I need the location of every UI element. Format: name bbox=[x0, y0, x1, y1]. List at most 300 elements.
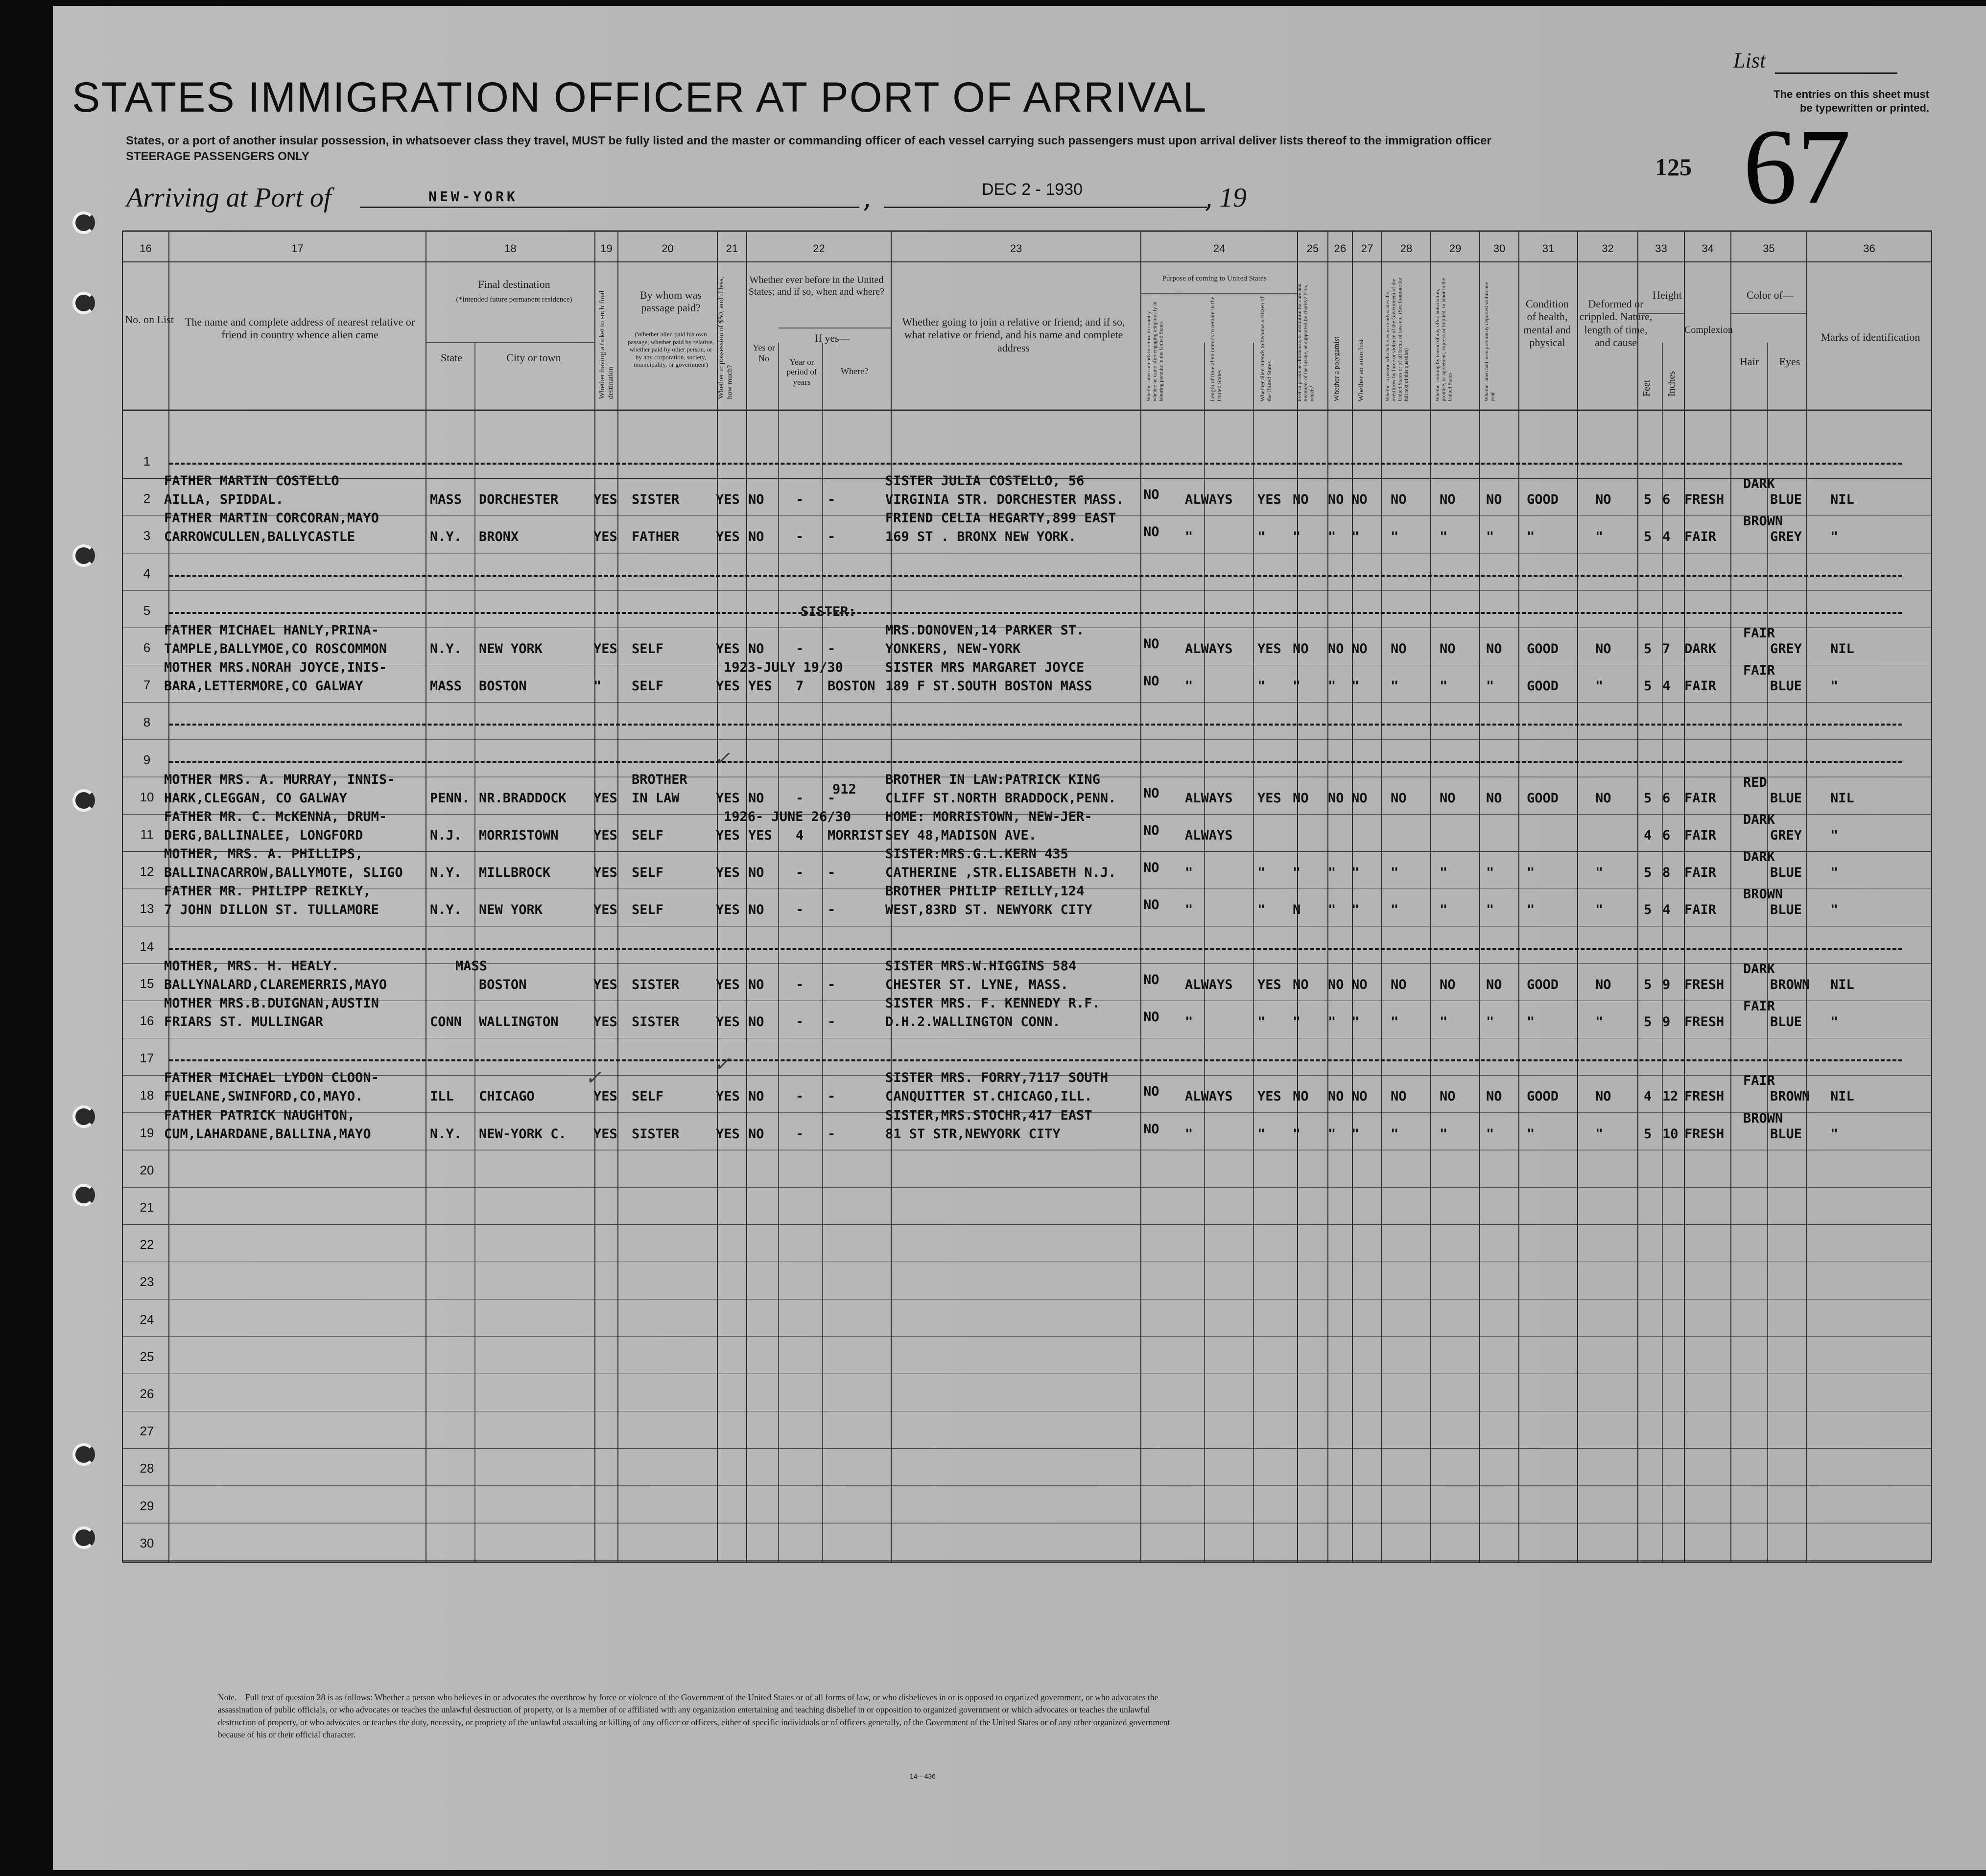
polygamist: NO bbox=[1328, 790, 1344, 806]
ticket-value: " bbox=[593, 679, 602, 694]
header-prison-almshouse: Ever in prison or almshouse, or institution for care and treatment of the insane, or supported by charity? If so, which? bbox=[1297, 283, 1315, 401]
offer-to-labor: NO bbox=[1440, 1089, 1456, 1104]
header-purpose: Purpose of coming to United States bbox=[1162, 275, 1267, 282]
hair-color: FAIR bbox=[1743, 999, 1775, 1014]
height-feet: 5 bbox=[1644, 529, 1652, 545]
typewritten-note-1: The entries on this sheet must bbox=[1773, 88, 1929, 100]
height-inches: 9 bbox=[1662, 977, 1671, 992]
header-marks: Marks of identification bbox=[1820, 331, 1920, 343]
period-of-years: 7 bbox=[796, 679, 804, 694]
row-number: 11 bbox=[140, 827, 154, 842]
relative-name-line: FATHER MICHAEL HANLY,PRINA- bbox=[164, 623, 379, 638]
health-condition: GOOD bbox=[1527, 641, 1559, 657]
previous-location: BOSTON bbox=[828, 679, 875, 694]
row-number: 4 bbox=[143, 565, 151, 581]
overthrow: " bbox=[1391, 902, 1399, 918]
identification-marks: NIL bbox=[1830, 492, 1854, 508]
row-number: 16 bbox=[140, 1013, 154, 1028]
hair-color: FAIR bbox=[1743, 1073, 1775, 1089]
ticket-value: YES bbox=[593, 902, 617, 918]
row-number: 15 bbox=[140, 976, 154, 991]
before-in-us: NO bbox=[748, 529, 764, 545]
polygamist: " bbox=[1328, 1014, 1336, 1030]
column-number: 30 bbox=[1493, 242, 1506, 255]
fifty-dollars-value: YES bbox=[716, 1014, 740, 1030]
relative-name-line: MOTHER MRS.B.DUIGNAN,AUSTIN bbox=[164, 996, 379, 1011]
eye-color: BLUE bbox=[1770, 492, 1802, 508]
become-citizen: YES bbox=[1257, 790, 1281, 806]
return-intent: NO bbox=[1143, 1009, 1159, 1025]
overthrow: " bbox=[1391, 529, 1399, 545]
destination-city: MORRISTOWN bbox=[479, 828, 559, 843]
joining-relative-address: SEY 48,MADISON AVE. bbox=[885, 828, 1037, 843]
state-above: MASS bbox=[455, 958, 488, 974]
relative-address-line: BARA,LETTERMORE,CO GALWAY bbox=[164, 679, 363, 694]
header-length-of-stay: Length of time alien intends to remain in the United States bbox=[1209, 297, 1223, 401]
relative-name-line: FATHER MARTIN CORCORAN,MAYO bbox=[164, 511, 379, 526]
row-number: 9 bbox=[143, 752, 151, 767]
height-inches: 4 bbox=[1662, 679, 1671, 694]
column-number: 32 bbox=[1602, 242, 1614, 255]
footnote-question-28: Note.—Full text of question 28 is as follows: Whether a person who believes in or advocates the overthrow by force or violence of the Government of the United States or of all forms of law, or who disbelieves in or is opposed to organized government, or who advocates the assassination of public officials, or who advocates or teaches the unlawful destruction of property, or is a member of or affiliated with any organization entertaining and teaching disbelief in or opposition to organized government or which advocates or teaches the unlawful destruction of property, or who advocates or teaches the duty, necessity, or propriety of the unlawful assaulting or killing of any officer or officers, either of specific individuals or of officers generally, of the Government of the United States or of any other organized government because of his or their official character. bbox=[218, 1692, 1170, 1740]
passage-paid-by: SISTER bbox=[632, 492, 680, 508]
punch-hole bbox=[72, 789, 95, 812]
relative-name-line: MOTHER, MRS. H. HEALY. bbox=[164, 958, 339, 974]
instructions-line: States, or a port of another insular possession, in whatsoever class they travel, MUST be fully listed and the master or commanding officer of each vessel carrying such passengers must upon arrival deliver lists thereof to the immigration officer bbox=[126, 134, 1491, 147]
blank-row-dash bbox=[169, 612, 1902, 614]
row-number: 3 bbox=[143, 528, 151, 543]
identification-marks: " bbox=[1830, 902, 1839, 918]
punch-hole bbox=[72, 1184, 95, 1206]
deformed: " bbox=[1595, 1014, 1604, 1030]
overthrow: NO bbox=[1391, 1089, 1407, 1104]
prison-almshouse: NO bbox=[1293, 790, 1309, 806]
header-health: Condition of health, mental and physical bbox=[1523, 298, 1571, 349]
fifty-dollars-value: YES bbox=[716, 865, 740, 881]
deported: " bbox=[1486, 865, 1494, 881]
become-citizen: " bbox=[1257, 1126, 1266, 1142]
header-before-in-us: Whether ever before in the United States; and if so, when and where? bbox=[748, 275, 885, 297]
join-prefix: SISTER: bbox=[801, 604, 856, 619]
height-inches: 6 bbox=[1662, 492, 1671, 508]
destination-city: NEW-YORK C. bbox=[479, 1126, 567, 1142]
prison-almshouse: " bbox=[1293, 1126, 1301, 1142]
previous-location: - bbox=[828, 529, 836, 545]
blank-row-dash bbox=[169, 761, 1902, 763]
become-citizen: " bbox=[1257, 529, 1266, 545]
column-number: 33 bbox=[1655, 242, 1667, 255]
health-condition: GOOD bbox=[1527, 679, 1559, 694]
sheet-number: 125 bbox=[1655, 153, 1692, 181]
joining-relative-line: SISTER MRS.W.HIGGINS 584 bbox=[885, 958, 1077, 974]
before-in-us: NO bbox=[748, 492, 764, 508]
deported: NO bbox=[1486, 492, 1502, 508]
destination-state: ILL bbox=[430, 1089, 454, 1104]
relative-address-line: AILLA, SPIDDAL. bbox=[164, 492, 284, 508]
relative-name-line: FATHER MARTIN COSTELLO bbox=[164, 473, 339, 489]
height-feet: 5 bbox=[1644, 492, 1652, 508]
identification-marks: NIL bbox=[1830, 1089, 1854, 1104]
height-inches: 9 bbox=[1662, 1014, 1671, 1030]
relative-name-line: MOTHER MRS.NORAH JOYCE,INIS- bbox=[164, 660, 387, 676]
prison-almshouse: N bbox=[1293, 902, 1301, 918]
hair-color: FAIR bbox=[1743, 626, 1775, 641]
eye-color: BLUE bbox=[1770, 902, 1802, 918]
destination-state: CONN bbox=[430, 1014, 462, 1030]
joining-relative-address: CANQUITTER ST.CHICAGO,ILL. bbox=[885, 1089, 1092, 1104]
height-inches: 6 bbox=[1662, 790, 1671, 806]
comma-1: , bbox=[863, 182, 872, 214]
become-citizen: " bbox=[1257, 902, 1266, 918]
passage-paid-by: SISTER bbox=[632, 1014, 680, 1030]
offer-to-labor: NO bbox=[1440, 492, 1456, 508]
identification-marks: NIL bbox=[1830, 977, 1854, 992]
ticket-value: YES bbox=[593, 492, 617, 508]
height-feet: 5 bbox=[1644, 902, 1652, 918]
hair-color: BROWN bbox=[1743, 514, 1783, 529]
height-inches: 6 bbox=[1662, 828, 1671, 843]
destination-city: WALLINGTON bbox=[479, 1014, 559, 1030]
passage-paid-by: FATHER bbox=[632, 529, 680, 545]
deported: " bbox=[1486, 1126, 1494, 1142]
row-number: 5 bbox=[143, 603, 151, 618]
eye-color: BLUE bbox=[1770, 679, 1802, 694]
destination-state: N.J. bbox=[430, 828, 462, 843]
polygamist: NO bbox=[1328, 492, 1344, 508]
row-number: 29 bbox=[140, 1498, 154, 1513]
header-hair: Hair bbox=[1739, 355, 1759, 368]
before-in-us: NO bbox=[748, 641, 764, 657]
destination-state: N.Y. bbox=[430, 865, 462, 881]
anarchist: NO bbox=[1351, 492, 1368, 508]
header-nearest-relative: The name and complete address of nearest relative or friend in country whence alien came bbox=[185, 316, 415, 341]
offer-to-labor: " bbox=[1440, 529, 1448, 545]
deformed: NO bbox=[1595, 977, 1611, 992]
polygamist: NO bbox=[1328, 1089, 1344, 1104]
row-number: 28 bbox=[140, 1461, 154, 1476]
ticket-value: YES bbox=[593, 1014, 617, 1030]
overthrow: NO bbox=[1391, 977, 1407, 992]
health-condition: GOOD bbox=[1527, 492, 1559, 508]
destination-city: NR.BRADDOCK bbox=[479, 790, 567, 806]
arriving-label: Arriving at Port of bbox=[126, 183, 331, 213]
steerage-line: STEERAGE PASSENGERS ONLY bbox=[126, 150, 309, 163]
complexion: FAIR bbox=[1684, 529, 1717, 545]
period-of-years: - bbox=[796, 641, 804, 657]
identification-marks: " bbox=[1830, 529, 1839, 545]
row-number: 27 bbox=[140, 1424, 154, 1439]
health-condition: " bbox=[1527, 902, 1535, 918]
height-feet: 4 bbox=[1644, 1089, 1652, 1104]
ticket-value: YES bbox=[593, 529, 617, 545]
row-number: 23 bbox=[140, 1274, 154, 1290]
period-of-years: 4 bbox=[796, 828, 804, 843]
passage-paid-by: SELF bbox=[632, 641, 664, 657]
identification-marks: " bbox=[1830, 1126, 1839, 1142]
deformed: NO bbox=[1595, 641, 1611, 657]
previous-location: - bbox=[828, 492, 836, 508]
previous-location: - bbox=[828, 790, 836, 806]
destination-city: BRONX bbox=[479, 529, 519, 545]
period-of-years: - bbox=[796, 902, 804, 918]
height-inches: 12 bbox=[1662, 1089, 1679, 1104]
header-complexion: Complexion bbox=[1684, 325, 1733, 335]
height-feet: 5 bbox=[1644, 790, 1652, 806]
passage-paid-by: SISTER bbox=[632, 1126, 680, 1142]
row-number: 21 bbox=[140, 1200, 154, 1215]
overthrow: NO bbox=[1391, 790, 1407, 806]
deported: NO bbox=[1486, 1089, 1502, 1104]
destination-state: N.Y. bbox=[430, 529, 462, 545]
identification-marks: NIL bbox=[1830, 790, 1854, 806]
relative-name-line: FATHER MICHAEL LYDON CLOON- bbox=[164, 1070, 379, 1086]
overthrow: " bbox=[1391, 1014, 1399, 1030]
before-in-us: NO bbox=[748, 1126, 764, 1142]
before-in-us: NO bbox=[748, 977, 764, 992]
deformed: NO bbox=[1595, 1089, 1611, 1104]
row-number: 18 bbox=[140, 1088, 154, 1103]
return-intent: NO bbox=[1143, 487, 1159, 503]
row-number: 24 bbox=[140, 1312, 154, 1327]
port-value: NEW-YORK bbox=[428, 188, 518, 205]
period-of-years: - bbox=[796, 1014, 804, 1030]
relative-name-line: FATHER MR. C. McKENNA, DRUM- bbox=[164, 809, 387, 824]
destination-state: MASS bbox=[430, 679, 462, 694]
joining-relative-address: CATHERINE ,STR.ELISABETH N.J. bbox=[885, 865, 1116, 881]
column-number: 22 bbox=[813, 242, 825, 255]
health-condition: GOOD bbox=[1527, 1089, 1559, 1104]
punch-hole bbox=[72, 1105, 95, 1128]
punch-hole bbox=[72, 1526, 95, 1549]
hair-color: DARK bbox=[1743, 476, 1775, 492]
complexion: FAIR bbox=[1684, 828, 1717, 843]
length-of-stay: " bbox=[1185, 679, 1193, 694]
anarchist: " bbox=[1351, 865, 1360, 881]
column-number: 18 bbox=[504, 242, 517, 255]
typewritten-note-2: be typewritten or printed. bbox=[1799, 102, 1929, 114]
joining-relative-address: VIRGINIA STR. DORCHESTER MASS. bbox=[885, 492, 1124, 508]
length-of-stay: " bbox=[1185, 1014, 1193, 1030]
punch-hole bbox=[72, 211, 95, 234]
eye-color: GREY bbox=[1770, 828, 1802, 843]
column-number: 27 bbox=[1361, 242, 1373, 255]
become-citizen: YES bbox=[1257, 641, 1281, 657]
header-yes-no: Yes or No bbox=[753, 343, 775, 363]
eye-color: BROWN bbox=[1770, 977, 1810, 992]
destination-city: BOSTON bbox=[479, 977, 527, 992]
fifty-dollars-value: YES bbox=[716, 828, 740, 843]
header-passage-paid-note: (Whether alien paid his own passage, whether paid by relative, whether paid by other person, or by any corporation, society, municipality, or government) bbox=[627, 330, 714, 369]
identification-marks: NIL bbox=[1830, 641, 1854, 657]
destination-city: DORCHESTER bbox=[479, 492, 559, 508]
period-of-years: - bbox=[796, 1089, 804, 1104]
row-number: 13 bbox=[140, 901, 154, 916]
return-intent: NO bbox=[1143, 897, 1159, 913]
passage-paid-by: SELF bbox=[632, 902, 664, 918]
previous-location: - bbox=[828, 1089, 836, 1104]
hair-color: DARK bbox=[1743, 961, 1775, 977]
length-of-stay: ALWAYS bbox=[1185, 641, 1233, 657]
before-in-us: NO bbox=[748, 865, 764, 881]
column-number: 36 bbox=[1863, 242, 1875, 255]
relative-address-line: 7 JOHN DILLON ST. TULLAMORE bbox=[164, 902, 379, 918]
height-feet: 4 bbox=[1644, 828, 1652, 843]
become-citizen: YES bbox=[1257, 1089, 1281, 1104]
joining-relative-address: 169 ST . BRONX NEW YORK. bbox=[885, 529, 1077, 545]
relative-address-line: CARROWCULLEN,BALLYCASTLE bbox=[164, 529, 355, 545]
punch-hole bbox=[72, 1443, 95, 1466]
health-condition: " bbox=[1527, 1126, 1535, 1142]
joining-relative-line: HOME: MORRISTOWN, NEW-JER- bbox=[885, 809, 1092, 824]
ticket-value: YES bbox=[593, 977, 617, 992]
row-number: 10 bbox=[140, 789, 154, 804]
previous-location: MORRIST. bbox=[828, 828, 892, 843]
join-number: 912 bbox=[832, 781, 856, 797]
joining-relative-address: YONKERS, NEW-YORK bbox=[885, 641, 1021, 657]
eye-color: BLUE bbox=[1770, 1014, 1802, 1030]
passage-paid-by: SELF bbox=[632, 865, 664, 881]
relative-name-line: MOTHER MRS. A. MURRAY, INNIS- bbox=[164, 772, 395, 787]
joining-relative-line: FRIEND CELIA HEGARTY,899 EAST bbox=[885, 511, 1116, 526]
column-number: 35 bbox=[1763, 242, 1775, 255]
form-code: 14—436 bbox=[910, 1772, 936, 1780]
destination-city: NEW YORK bbox=[479, 641, 543, 657]
hair-color: BROWN bbox=[1743, 1110, 1783, 1126]
header-color-of: Color of— bbox=[1747, 289, 1794, 301]
anarchist: NO bbox=[1351, 1089, 1368, 1104]
become-citizen: YES bbox=[1257, 492, 1281, 508]
return-intent: NO bbox=[1143, 972, 1159, 987]
passage-paid-by: SELF bbox=[632, 1089, 664, 1104]
column-number: 26 bbox=[1334, 242, 1347, 255]
prison-almshouse: " bbox=[1293, 1014, 1301, 1030]
header-height: Height bbox=[1653, 289, 1682, 301]
previous-visit-dates: 1923-JULY 19/30 bbox=[724, 660, 843, 676]
row-number: 25 bbox=[140, 1349, 154, 1364]
height-feet: 5 bbox=[1644, 865, 1652, 881]
destination-city: MILLBROCK bbox=[479, 865, 551, 881]
prison-almshouse: " bbox=[1293, 865, 1301, 881]
previous-location: - bbox=[828, 1014, 836, 1030]
period-of-years: - bbox=[796, 977, 804, 992]
passage-paid-by: SISTER bbox=[632, 977, 680, 992]
relative-address-line: FUELANE,SWINFORD,CO,MAYO. bbox=[164, 1089, 363, 1104]
joining-relative-line: SISTER MRS. FORRY,7117 SOUTH bbox=[885, 1070, 1109, 1086]
header-deported: Whether alien had been previously deported within one year bbox=[1484, 281, 1496, 401]
hair-color: RED bbox=[1743, 774, 1767, 790]
previous-location: - bbox=[828, 977, 836, 992]
joining-relative-line: SISTER MRS MARGARET JOYCE bbox=[885, 660, 1085, 676]
fifty-dollars-value: YES bbox=[716, 492, 740, 508]
comma-2: , bbox=[1205, 182, 1213, 214]
passage-paid-by: BROTHER bbox=[632, 772, 687, 787]
relative-address-line: DERG,BALLINALEE, LONGFORD bbox=[164, 828, 363, 843]
length-of-stay: ALWAYS bbox=[1185, 1089, 1233, 1104]
period-of-years: - bbox=[796, 790, 804, 806]
header-joining-relative: Whether going to join a relative or friend; and if so, what relative or friend, and his name and complete address bbox=[902, 316, 1125, 354]
relative-address-line: CUM,LAHARDANE,BALLINA,MAYO bbox=[164, 1126, 371, 1142]
offer-to-labor: " bbox=[1440, 902, 1448, 918]
column-number: 28 bbox=[1400, 242, 1413, 255]
header-final-destination: Final destination bbox=[478, 278, 550, 290]
polygamist: " bbox=[1328, 1126, 1336, 1142]
before-in-us: NO bbox=[748, 1014, 764, 1030]
period-of-years: - bbox=[796, 865, 804, 881]
row-number: 17 bbox=[140, 1051, 154, 1066]
length-of-stay: " bbox=[1185, 865, 1193, 881]
header-feet: Feet bbox=[1641, 379, 1652, 397]
height-inches: 7 bbox=[1662, 641, 1671, 657]
complexion: FAIR bbox=[1684, 790, 1717, 806]
destination-state: N.Y. bbox=[430, 1126, 462, 1142]
polygamist: " bbox=[1328, 902, 1336, 918]
return-intent: NO bbox=[1143, 785, 1159, 801]
deported: " bbox=[1486, 529, 1494, 545]
joining-relative-address: 81 ST STR,NEWYORK CITY bbox=[885, 1126, 1061, 1142]
header-overthrow: Whether a person who believes in or advocates the overthrow by force or violence of the Government of the United States or of all forms of law, etc. (See footnote for full text of this question) bbox=[1385, 277, 1409, 401]
return-intent: NO bbox=[1143, 524, 1159, 540]
become-citizen: YES bbox=[1257, 977, 1281, 992]
hair-color: DARK bbox=[1743, 849, 1775, 865]
column-number: 34 bbox=[1702, 242, 1714, 255]
become-citizen: " bbox=[1257, 1014, 1266, 1030]
overthrow: " bbox=[1391, 865, 1399, 881]
passage-paid-by: SELF bbox=[632, 828, 664, 843]
eye-color: GREY bbox=[1770, 529, 1802, 545]
polygamist: NO bbox=[1328, 641, 1344, 657]
joining-relative-line: SISTER JULIA COSTELLO, 56 bbox=[885, 473, 1085, 489]
prison-almshouse: " bbox=[1293, 679, 1301, 694]
header-eyes: Eyes bbox=[1779, 355, 1800, 368]
row-number: 7 bbox=[143, 678, 151, 693]
blank-row-dash bbox=[169, 575, 1902, 577]
destination-city: NEW YORK bbox=[479, 902, 543, 918]
header-return-intent: Whether alien intends to return to country whence he came after engaging temporarily in laboring pursuits in the United States bbox=[1146, 301, 1164, 401]
return-intent: NO bbox=[1143, 860, 1159, 876]
column-number: 17 bbox=[291, 242, 304, 255]
ticket-value: YES bbox=[593, 1089, 617, 1104]
header-no-on-list: No. on List bbox=[125, 313, 174, 326]
polygamist: " bbox=[1328, 529, 1336, 545]
joining-relative-address: CHESTER ST. LYNE, MASS. bbox=[885, 977, 1068, 992]
polygamist: " bbox=[1328, 679, 1336, 694]
before-in-us: NO bbox=[748, 902, 764, 918]
prison-almshouse: " bbox=[1293, 529, 1301, 545]
hair-color: DARK bbox=[1743, 812, 1775, 827]
joining-relative-line: BROTHER PHILIP REILLY,124 bbox=[885, 884, 1085, 899]
previous-location: - bbox=[828, 641, 836, 657]
header-state: State bbox=[441, 352, 462, 364]
deformed: NO bbox=[1595, 492, 1611, 508]
deported: NO bbox=[1486, 790, 1502, 806]
deformed: NO bbox=[1595, 790, 1611, 806]
height-inches: 4 bbox=[1662, 902, 1671, 918]
ticket-value: YES bbox=[593, 790, 617, 806]
eye-color: BROWN bbox=[1770, 1089, 1810, 1104]
overthrow: " bbox=[1391, 1126, 1399, 1142]
row-number: 30 bbox=[140, 1535, 154, 1550]
header-polygamist: Whether a polygamist bbox=[1333, 336, 1341, 401]
ticket-value: YES bbox=[593, 641, 617, 657]
list-label: List bbox=[1733, 48, 1766, 72]
eye-color: BLUE bbox=[1770, 790, 1802, 806]
identification-marks: " bbox=[1830, 679, 1839, 694]
joining-relative-line: SISTER:MRS.G.L.KERN 435 bbox=[885, 846, 1068, 862]
length-of-stay: " bbox=[1185, 529, 1193, 545]
row-number: 2 bbox=[143, 491, 151, 506]
relative-name-line: FATHER PATRICK NAUGHTON, bbox=[164, 1107, 355, 1123]
blank-row-dash bbox=[169, 948, 1902, 950]
